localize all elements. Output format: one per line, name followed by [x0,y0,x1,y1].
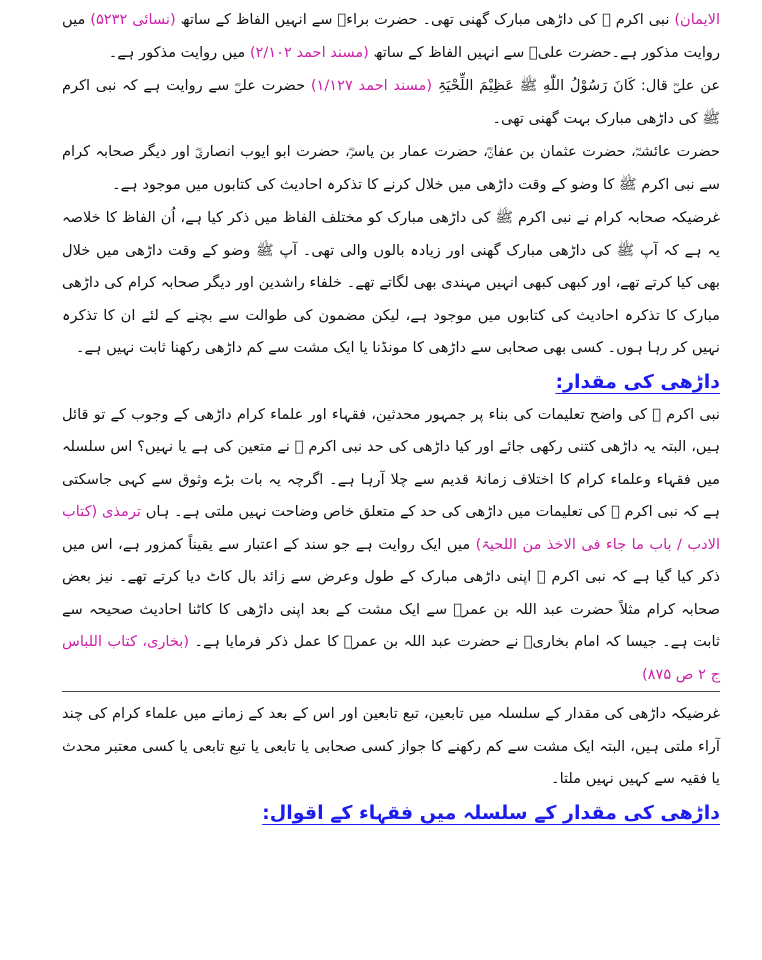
reference-text: (نسائی ۵۲۳۲) [90,11,176,28]
reference-text: (بخاری، کتاب اللباس ج ۲ ص ۸۷۵) [62,633,720,683]
body-text: عن علیؓ قال: [640,77,721,94]
reference-text: الایمان) [674,11,721,28]
paragraph-3: حضرت عائشہؓ، حضرت عثمان بن عفانؓ، حضرت عمار بن یاسرؓ، حضرت ابو ایوب انصاریؓ اور دیگر صحابہ کرام سے نبی اکرم ﷺ کا وضو کے وقت داڑھی میں خلال کرنے کا تذکرہ احادیث کی کتابوں میں موجود ہے۔ [62,143,720,193]
body-text: میں روایت مذکور ہے۔ [108,43,246,61]
reference-text: ترمذی (کتاب الادب / باب ما جاء فی الاخذ من اللحیۃ) [62,503,720,553]
section-heading-beard-length: داڑھی کی مقدار: [555,370,720,393]
paragraph-1 [62,4,720,69]
arabic-quote: کَانَ رَسُوْلُ اللّٰهِ ﷺ عَظِیْمَ اللِّحْیَۃِ [437,77,636,94]
paragraph-6: غرضیکہ داڑھی کی مقدار کے سلسلہ میں تابعین، تبع تابعین اور اس کے بعد کے زمانے میں علماء کرام کی چند آراء ملتی ہیں، البتہ ایک مشت سے کم رکھنے کا جواز کسی صحابی یا تابعی یا تبع تابعی یا کسی معتبر محدث یا فقیہ سے کہیں نہیں ملتا۔ [62,705,720,787]
reference-text: (مسند احمد ۱/۱۲۷) [310,77,433,94]
body-text: میں ایک روایت ہے جو سند کے اعتبار سے یقیناً کمزور ہے، اس میں ذکر کیا گیا ہے کہ نبی اکرم ﷺ اپنی داڑھی مبارک کے طول وعرض سے زائد بال کاٹ دیا کرتے تھے۔ نیز بعض صحابہ کرام مثلاً حضرت عبد اللہ بن عمرؓ سے ایک مشت کے بعد اپنی داڑھی کا کاٹنا احادیث صحیحہ سے ثابت ہے۔ جیسا کہ امام بخاریؒ نے حضرت عبد اللہ بن عمرؓ کا عمل ذکر فرمایا ہے۔ [62,535,720,650]
paragraph-2 [62,70,720,135]
paragraph-4: غرضیکہ صحابہ کرام نے نبی اکرم ﷺ کی داڑھی مبارک کو مختلف الفاظ میں ذکر کیا ہے، اُن الفاظ کا خلاصہ یہ ہے کہ آپ ﷺ کی داڑھی مبارک گھنی اور زیادہ بالوں والی تھی۔ آپ ﷺ وضو کے وقت داڑھی میں خلال بھی کیا کرتے تھے، اور کبھی کبھی انہیں مہندی بھی لگاتے تھے۔ خلفاء راشدین اور دیگر صحابہ کرام کی داڑھی مبارک کا تذکرہ احادیث کی کتابوں میں موجود ہے، لیکن مضمون کی طوالت سے بچنے کے لئے ان کا تذکرہ نہیں کر رہا ہوں۔ کسی بھی صحابی سے داڑھی کا مونڈنا یا ایک مشت سے کم داڑھی رکھنا ثابت نہیں ہے۔ [62,209,720,356]
divider [62,691,720,692]
body-text: نبی اکرم ﷺ کی واضح تعلیمات کی بناء پر جمہور محدثین، فقہاء اور علماء کرام داڑھی کے وجوب کے تو قائل ہیں، البتہ یہ داڑھی کتنی رکھی جائے اور کیا داڑھی کی حد نبی اکرم ﷺ نے متعین کی ہے یا نہیں؟ اس سلسلہ میں فقہاء وعلماء کرام کا اختلاف زمانۂ قدیم سے چلا آرہا ہے۔ اگرچہ یہ بات بڑے وثوق سے کہی جاسکتی ہے کہ نبی اکرم ﷺ کی تعلیمات میں داڑھی کی حد کے متعلق خاص وضاحت نہیں ملتی ہے۔ ہاں [62,405,721,520]
section-heading-jurists-opinions: داڑھی کی مقدار کے سلسلہ میں فقہاء کے اقوال: [262,801,720,824]
body-text: نبی اکرم ﷺ کی داڑھی مبارک گھنی تھی۔ حضرت براءؓ سے انہیں الفاظ کے ساتھ [180,11,670,28]
body-text: حضرت علیؓ سے روایت ہے کہ نبی اکرم ﷺ کی داڑھی مبارک بہت گھنی تھی۔ [62,77,720,127]
reference-text: (مسند احمد ۲/۱۰۲) [249,43,369,61]
body-text: میں روایت مذکور ہے۔حضرت علیؓ سے انہیں الفاظ کے ساتھ [62,11,720,61]
paragraph-5 [62,399,720,692]
